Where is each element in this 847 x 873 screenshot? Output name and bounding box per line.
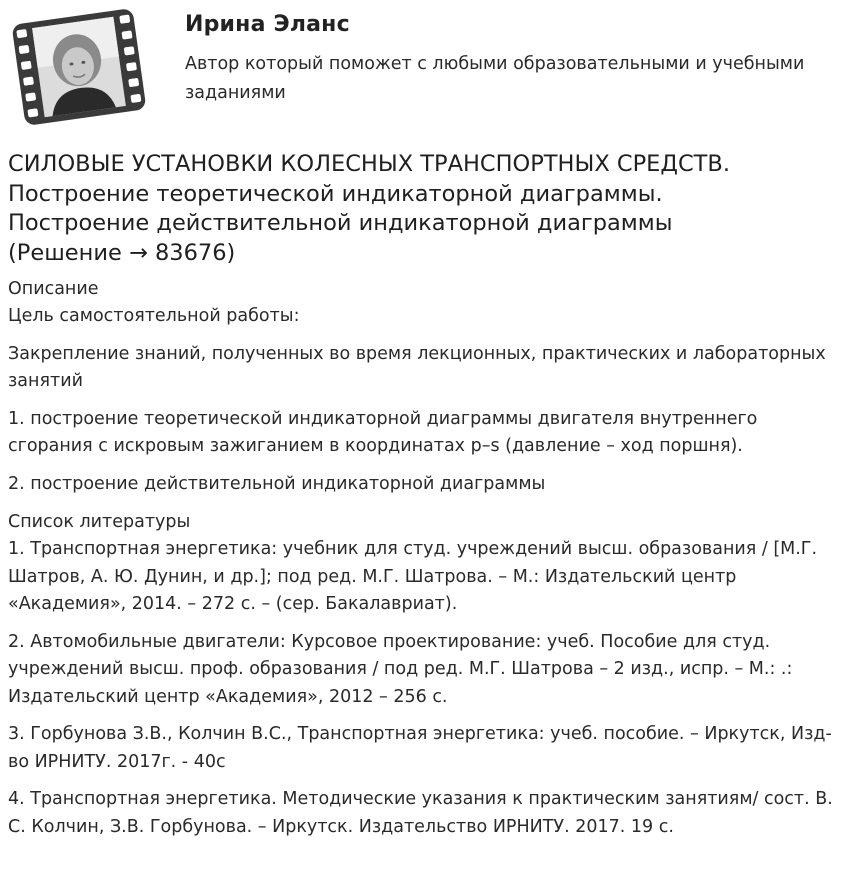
work-title-line-4: (Решение → 83676)	[8, 239, 236, 266]
author-avatar	[8, 8, 150, 126]
work-title-line-1: СИЛОВЫЕ УСТАНОВКИ КОЛЕСНЫХ ТРАНСПОРТНЫХ СРЕДСТВ.	[8, 151, 730, 177]
author-name: Ирина Эланс	[185, 12, 350, 37]
goal-label: Цель самостоятельной работы:	[8, 306, 300, 326]
task-item-2: 2. построение действительной индикаторной диаграммы	[8, 473, 546, 494]
goal-text: Закрепление знаний, полученных во время лекционных, практических и лабораторных занятий	[8, 343, 826, 391]
task-item-1: 1. построение теоретической индикаторной диаграммы двигателя внутреннего сгорания с искровым зажиганием в координатах p–s (давление – ход поршня).	[8, 408, 758, 456]
literature-item: 1. Транспортная энергетика: учебник для студ. учреждений высш. образования / [М.Г. Шатров, А. Ю. Дунин, и др.]; под ред. М.Г. Шатрова. – М.: Издательский центр «Академия», 2014. – 272 с. – (сер. Бакалавриат).	[8, 539, 818, 614]
work-title	[8, 150, 843, 268]
literature-item: 3. Горбунова З.В., Колчин В.С., Транспортная энергетика: учеб. пособие. – Иркутск, Изд-во ИРНИТУ. 2017г. - 40с	[8, 724, 832, 772]
work-title-line-3: Построение действительной индикаторной диаграммы	[8, 210, 673, 236]
work-title-line-2: Построение теоретической индикаторной диаграммы.	[8, 180, 663, 207]
description-label: Описание	[8, 279, 99, 299]
literature-label: Список литературы	[8, 512, 191, 532]
literature-item: 2. Автомобильные двигатели: Курсовое проектирование: учеб. Пособие для студ. учреждений высш. проф. образования / под ред. М.Г. Шатрова – 2 изд., испр. – М.: .: Издательский центр «Академия», 2012 – 256 с.	[8, 631, 793, 707]
work-content	[8, 150, 843, 841]
author-description: Автор который поможет с любыми образовательными и учебными заданиями	[185, 54, 805, 103]
author-card	[0, 0, 847, 140]
literature-item: 4. Транспортная энергетика. Методические указания к практическим занятиям/ сост. В. С. Колчин, З.В. Горбунова. – Иркутск. Издательство ИРНИТУ. 2017. 19 с.	[8, 789, 833, 837]
